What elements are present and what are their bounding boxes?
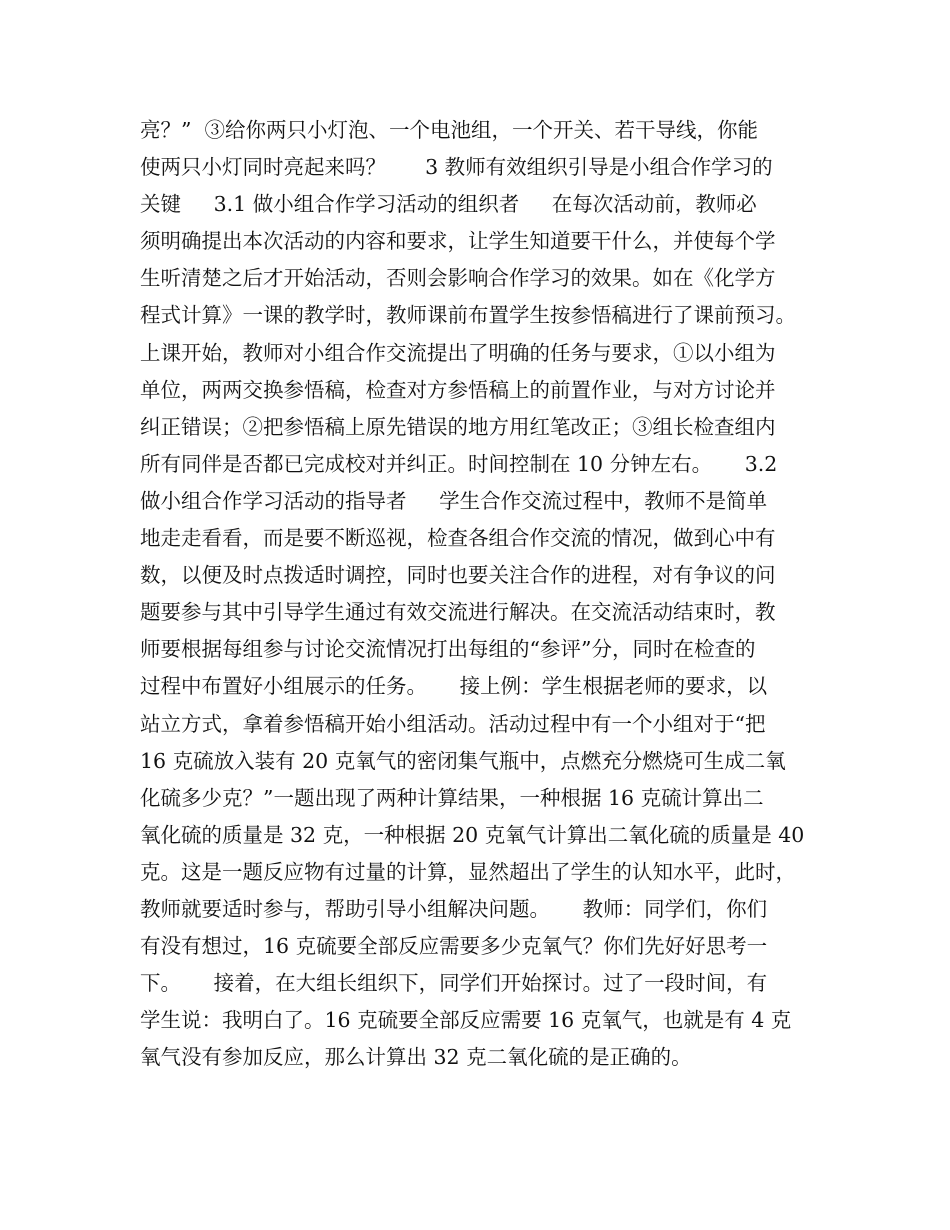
text-line: 生听清楚之后才开始活动，否则会影响合作学习的效果。如在《化学方 bbox=[140, 266, 776, 291]
text-line: 使两只小灯同时亮起来吗？ 3 教师有效组织引导是小组合作学习的 bbox=[140, 155, 773, 180]
text-line: 克。这是一题反应物有过量的计算，显然超出了学生的认知水平，此时， bbox=[140, 859, 796, 884]
text-line: 教师就要适时参与，帮助引导小组解决问题。 教师：同学们，你们 bbox=[140, 896, 768, 921]
text-line: 所有同伴是否都已完成校对并纠正。时间控制在 10 分钟左右。 3.2 bbox=[140, 451, 778, 476]
text-line: 16 克硫放入装有 20 克氧气的密闭集气瓶中，点燃充分燃烧可生成二氧 bbox=[140, 748, 786, 773]
text-line: 氧气没有参加反应，那么计算出 32 克二氧化硫的是正确的。 bbox=[140, 1045, 692, 1070]
body-text bbox=[140, 112, 820, 1076]
text-line: 题要参与其中引导学生通过有效交流进行解决。在交流活动结束时，教 bbox=[140, 600, 776, 625]
text-line: 氧化硫的质量是 32 克，一种根据 20 克氧气计算出二氧化硫的质量是 40 bbox=[140, 822, 805, 847]
text-line: 下。 接着，在大组长组织下，同学们开始探讨。过了一段时间，有 bbox=[140, 971, 768, 996]
text-line: 地走走看看，而是要不断巡视，检查各组合作交流的情况，做到心中有 bbox=[140, 526, 776, 551]
text-line: 上课开始，教师对小组合作交流提出了明确的任务与要求，①以小组为 bbox=[140, 340, 776, 365]
text-line: 亮？” ③给你两只小灯泡、一个电池组，一个开关、若干导线，你能 bbox=[140, 118, 759, 142]
text-line: 做小组合作学习活动的指导者 学生合作交流过程中，教师不是简单 bbox=[140, 488, 768, 513]
text-line: 有没有想过，16 克硫要全部反应需要多少克氧气？你们先好好思考一 bbox=[140, 934, 768, 959]
text-line: 站立方式，拿着参悟稿开始小组活动。活动过程中有一个小组对于“把 bbox=[140, 711, 766, 736]
text-line: 化硫多少克？”一题出现了两种计算结果，一种根据 16 克硫计算出二 bbox=[140, 785, 764, 810]
text-line: 单位，两两交换参悟稿，检查对方参悟稿上的前置作业，与对方讨论并 bbox=[140, 377, 776, 402]
text-line: 师要根据每组参与讨论交流情况打出每组的“参评”分，同时在检查的 bbox=[140, 637, 756, 662]
text-line: 须明确提出本次活动的内容和要求，让学生知道要干什么，并使每个学 bbox=[140, 229, 776, 254]
text-line: 程式计算》一课的教学时，教师课前布置学生按参悟稿进行了课前预习。 bbox=[140, 303, 796, 328]
text-line: 纠正错误；②把参悟稿上原先错误的地方用红笔改正；③组长检查组内 bbox=[140, 414, 776, 439]
text-line: 数，以便及时点拨适时调控，同时也要关注合作的进程，对有争议的问 bbox=[140, 563, 776, 588]
text-line: 过程中布置好小组展示的任务。 接上例：学生根据老师的要求，以 bbox=[140, 674, 768, 699]
text-line: 关键 3.1 做小组合作学习活动的组织者 在每次活动前，教师必 bbox=[140, 192, 757, 217]
text-line: 学生说：我明白了。16 克硫要全部反应需要 16 克氧气，也就是有 4 克 bbox=[140, 1008, 792, 1033]
